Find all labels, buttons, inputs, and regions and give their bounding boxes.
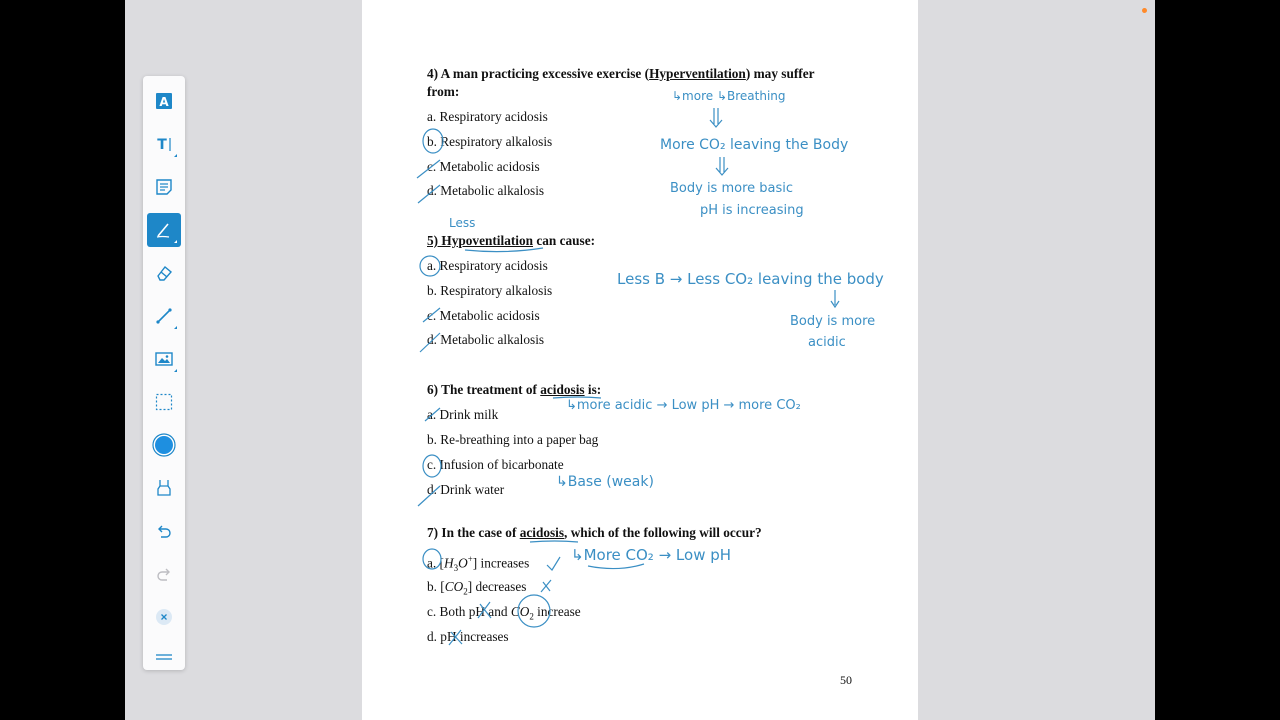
note-body-more-basic: Body is more basic [670,181,794,196]
note-ph-increasing: pH is increasing [700,203,804,218]
q4-option-c: c. Metabolic acidosis [427,159,540,174]
note-acidic: acidic [808,335,846,350]
note-more-breathing: ↳more ↳Breathing [672,89,786,103]
q4-option-b: b. Respiratory alkalosis [427,134,553,149]
question-7-title: 7) In the case of acidosis, which of the following will occur? [427,525,762,540]
image-tool[interactable] [147,342,181,376]
annotation-toolbar [143,76,185,670]
q6-option-b: b. Re-breathing into a paper bag [427,432,599,447]
q5-option-d: d. Metabolic alkalosis [427,332,545,347]
question-5-title: 5) Hypoventilation can cause: [427,233,596,248]
highlighter-tool[interactable] [147,471,181,505]
question-4-title: 4) A man practicing excessive exercise (Hyperventilation) may suffer [427,66,815,81]
eraser-tool[interactable] [147,256,181,290]
q4-option-d: d. Metabolic alkalosis [427,183,545,198]
note-more-co2-low-ph: ↳More CO₂ → Low pH [571,546,732,564]
line-tool[interactable] [147,299,181,333]
text-box-tool[interactable] [147,84,181,118]
q7-option-d: d. pH increases [427,629,509,644]
note-less-b-less-co2: Less B → Less CO₂ leaving the body [617,270,884,288]
q5-option-a: a. Respiratory acidosis [427,258,548,273]
undo-button[interactable] [147,514,181,548]
image-icon [155,350,173,368]
q6-option-a: a. Drink milk [427,407,499,422]
lasso-select-tool[interactable] [147,385,181,419]
close-icon [155,608,173,626]
page-number: 50 [840,673,852,687]
redo-icon [155,565,173,583]
note-base-weak: ↳Base (weak) [556,474,654,490]
pen-tool[interactable] [147,213,181,247]
text-box-icon [155,92,173,110]
selection-rectangle-icon [155,393,173,411]
color-picker[interactable] [147,428,181,462]
q6-option-d: d. Drink water [427,482,505,497]
q5-option-c: c. Metabolic acidosis [427,308,540,323]
menu-button[interactable] [147,640,181,674]
note-less: Less [449,216,476,230]
eraser-icon [155,264,173,282]
note-body-more: Body is more [790,314,876,329]
highlighter-icon [155,478,173,498]
q5-option-b: b. Respiratory alkalosis [427,283,553,298]
q7-option-b: b. $[CO_2]$ decreases [427,579,527,597]
question-4-title-cont: from: [427,84,460,99]
note-icon [155,178,173,196]
q7-option-c: c. Both pH and $CO_2$ increase [427,604,581,622]
q6-option-c: c. Infusion of bicarbonate [427,457,564,472]
menu-icon [155,651,173,663]
note-more-co2-leaving: More CO₂ leaving the Body [660,137,849,153]
recording-indicator [1142,8,1147,13]
svg-text:A: A [159,95,169,109]
undo-icon [155,522,173,540]
typewriter-tool[interactable] [147,127,181,161]
redo-button[interactable] [147,557,181,591]
note-more-acidic-low-ph: ↳more acidic → Low pH → more CO₂ [566,398,801,413]
note-tool[interactable] [147,170,181,204]
line-icon [155,307,173,325]
q4-option-a: a. Respiratory acidosis [427,109,548,124]
clear-button[interactable] [147,600,181,634]
q7-option-a: a. $[H_3O^+]$ increases [427,554,530,574]
question-6-title: 6) The treatment of acidosis is: [427,382,602,397]
svg-text:T: T [157,137,167,153]
color-swatch-icon [152,433,176,457]
pen-icon [154,220,174,240]
typewriter-icon [154,135,174,153]
